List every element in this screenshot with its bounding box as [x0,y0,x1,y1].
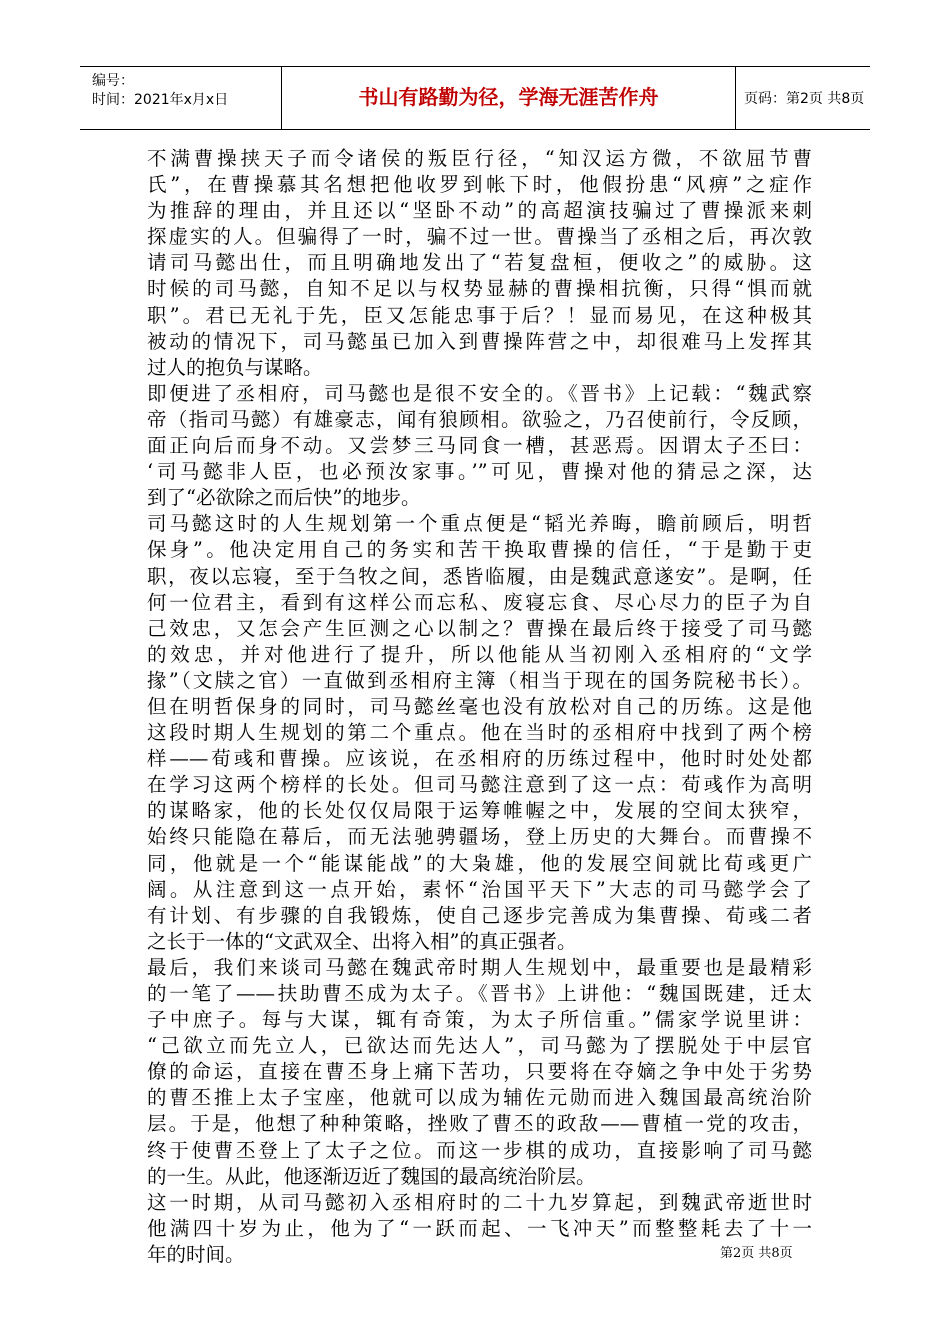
body-line: 保身”。他决定用自己的务实和苦干换取曹操的信任，“于是勤于吏 [147,538,812,562]
body-line: “己欲立而先立人，已欲达而先达人”，司马懿为了摆脱处于中层官 [147,1034,812,1058]
body-line: 面正向后而身不动。又尝梦三马同食一槽，甚恶焉。因谓太子丕曰： [147,434,812,458]
body-line: 掾”（文牍之官）一直做到丞相府主簿（相当于现在的国务院秘书长）。 [147,668,812,692]
body-line: 探虚实的人。但骗得了一时，骗不过一世。曹操当了丞相之后，再次敦 [147,225,812,249]
body-line: 子中庶子。每与大谋，辄有奇策，为太子所信重。”儒家学说里讲： [147,1008,812,1032]
body-line: 被动的情况下，司马懿虽已加入到曹操阵营之中，却很难马上发挥其 [147,329,812,353]
body-line: 始终只能隐在幕后，而无法驰骋疆场，登上历史的大舞台。而曹操不 [147,825,812,849]
body-line: 的曹丕推上太子宝座，他就可以成为辅佐元勋而进入魏国最高统治阶 [147,1086,812,1110]
body-line: 的效忠，并对他进行了提升，所以他能从当初刚入丞相府的“文学 [147,642,812,666]
header-page-label: 页码：第2页 共8页 [744,91,865,107]
body-line: 这段时期人生规划的第二个重点。他在当时的丞相府中找到了两个榜 [147,721,812,745]
body-line: 过人的抱负与谋略。 [147,355,323,379]
body-line: 司马懿这时的人生规划第一个重点便是“韬光养晦，瞻前顾后，明哲 [147,512,812,536]
body-line: 他满四十岁为止，他为了“一跃而起、一飞冲天”而整整耗去了十一 [147,1216,812,1240]
body-line: 请司马懿出仕，而且明确地发出了“若复盘桓，便收之”的威胁。这 [147,251,812,275]
header-right-cell [736,67,870,129]
body-line: 不满曹操挟天子而令诸侯的叛臣行径，“知汉运方微，不欲屈节曹 [147,147,812,170]
body-line: 但在明哲保身的同时，司马懿丝毫也没有放松对自己的历练。这是他 [147,694,812,718]
body-line: 样——荀彧和曹操。应该说，在丞相府的历练过程中，他时时处处都 [147,747,812,771]
document-number-label: 编号： [92,73,134,89]
body-line: 终于使曹丕登上了太子之位。而这一步棋的成功，直接影响了司马懿 [147,1138,812,1162]
document-time-label: 时间：2021年x月x日 [92,92,229,108]
body-line: 僚的命运，直接在曹丕身上痛下苦功，只要将在夺嫡之争中处于劣势 [147,1060,812,1084]
body-line: 己效忠，又怎会产生叵测之心以制之？曹操在最后终于接受了司马懿 [147,616,812,640]
body-line: 何一位君主，看到有这样公而忘私、废寝忘食、尽心尽力的臣子为自 [147,590,812,614]
body-line: 到了“必欲除之而后快”的地步。 [147,486,421,510]
body-line: 阔。从注意到这一点开始，素怀“治国平天下”大志的司马懿学会了 [147,877,812,901]
header-left-cell [80,67,281,129]
page-header [80,66,870,130]
body-line: 的一笔了——扶助曹丕成为太子。《晋书》上讲他：“魏国既建，迁太 [147,982,812,1005]
body-line: 层。于是，他想了种种策略，挫败了曹丕的政敌——曹植一党的攻击， [147,1112,812,1136]
body-line: 时候的司马懿，自知不足以与权势显赫的曹操相抗衡，只得“惧而就 [147,277,812,301]
body-line: 有计划、有步骤的自我锻炼，使自己逐步完善成为集曹操、荀彧二者 [147,903,812,927]
body-line: 为推辞的理由，并且还以“坚卧不动”的高超演技骗过了曹操派来刺 [147,199,812,223]
header-motto: 书山有路勤为径，学海无涯苦作舟 [358,85,659,109]
body-line: 即便进了丞相府，司马懿也是很不安全的。《晋书》上记载：“魏武察 [147,381,812,405]
body-line: 职”。君已无礼于先，臣又怎能忠事于后？！显而易见，在这种极其 [147,303,812,327]
header-motto-cell [281,67,736,129]
body-line: 之长于一体的“文武双全、出将入相”的真正强者。 [147,929,577,953]
body-line: 职，夜以忘寝，至于刍牧之间，悉皆临履，由是魏武意遂安”。是啊，任 [147,564,812,588]
body-line: 的谋略家，他的长处仅仅局限于运筹帷幄之中，发展的空间太狭窄， [147,799,812,823]
body-line: 最后，我们来谈司马懿在魏武帝时期人生规划中，最重要也是最精彩 [147,955,812,979]
body-line: 同，他就是一个“能谋能战”的大枭雄，他的发展空间就比荀彧更广 [147,851,812,875]
body-line: 的一生。从此，他逐渐迈近了魏国的最高统治阶层。 [147,1164,596,1188]
body-line: 帝（指司马懿）有雄豪志，闻有狼顾相。欲验之，乃召使前行，令反顾， [147,407,812,431]
body-line: 在学习这两个榜样的长处。但司马懿注意到了这一点：荀彧作为高明 [147,773,812,797]
body-line: ‘司马懿非人臣，也必预汝家事。’”可见，曹操对他的猜忌之深，达 [147,460,812,484]
page-footer: 第2页 共8页 [720,1246,793,1261]
body-line: 这一时期，从司马懿初入丞相府时的二十九岁算起，到魏武帝逝世时 [147,1190,812,1214]
body-text [147,146,812,1268]
body-line: 氏”，在曹操慕其名想把他收罗到帐下时，他假扮患“风痹”之症作 [147,173,812,197]
body-line: 年的时间。 [147,1242,245,1266]
